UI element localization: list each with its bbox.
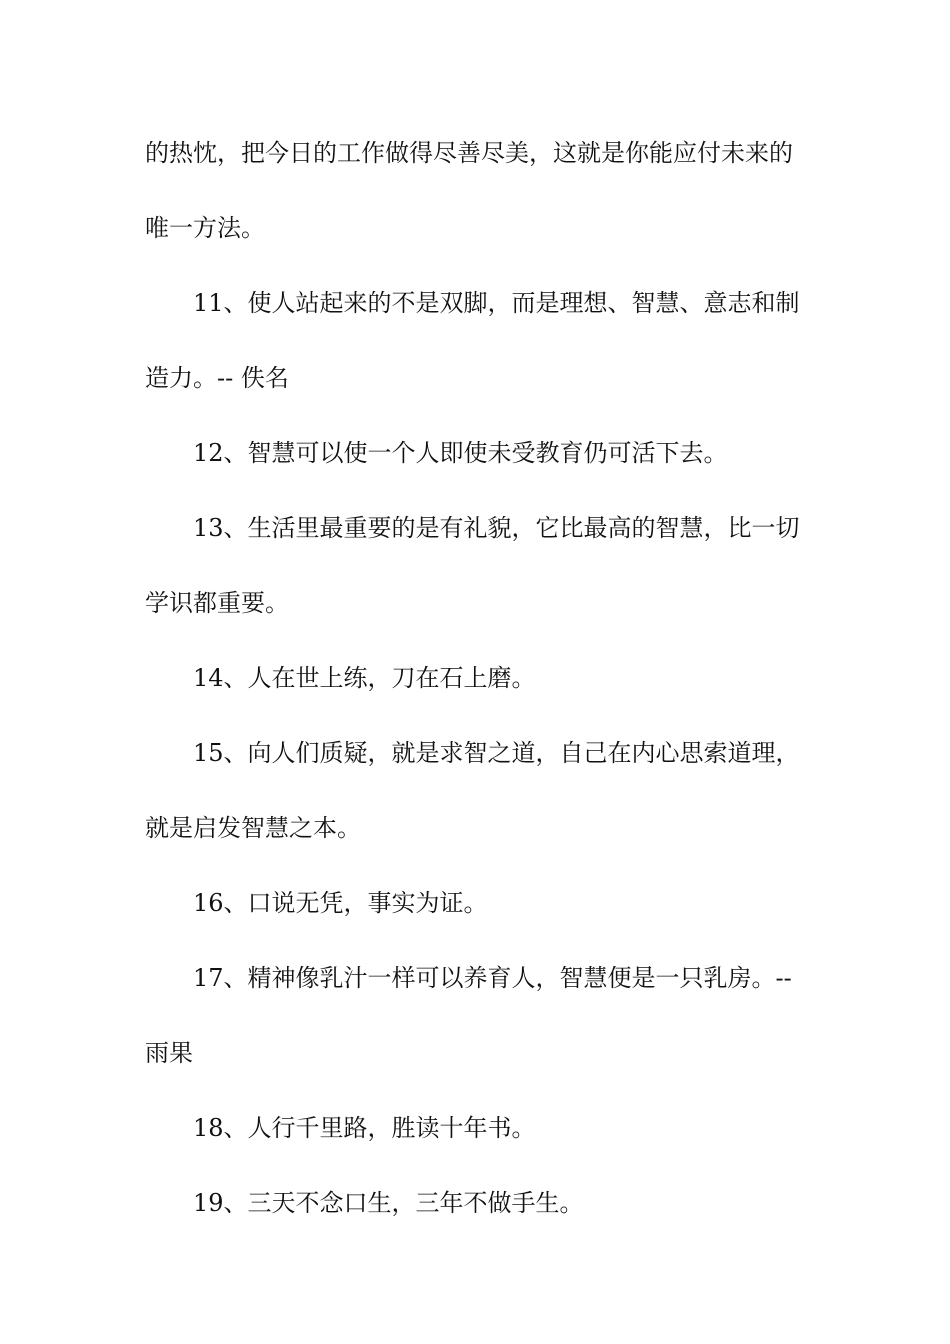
quote-item-11: 11、使人站起来的不是双脚，而是理想、智慧、意志和制 [193,289,800,317]
text-line: 唯一方法。 [145,214,265,242]
quote-item-19: 19、三天不念口生，三年不做手生。 [193,1189,584,1217]
quote-item-13: 13、生活里最重要的是有礼貌，它比最高的智慧，比一切 [193,514,800,542]
quote-item-16: 16、口说无凭，事实为证。 [193,889,488,917]
text-line: 造力。-- 佚名 [145,364,289,392]
quote-item-12: 12、智慧可以使一个人即使未受教育仍可活下去。 [193,439,728,467]
quote-item-14: 14、人在世上练，刀在石上磨。 [193,664,536,692]
quote-item-15: 15、向人们质疑，就是求智之道，自己在内心思索道理， [193,739,800,767]
text-line: 学识都重要。 [145,589,289,617]
document-body [145,130,810,1255]
text-line: 就是启发智慧之本。 [145,814,361,842]
quote-item-17: 17、精神像乳汁一样可以养育人，智慧便是一只乳房。-- [193,964,792,992]
text-line: 的热忱，把今日的工作做得尽善尽美，这就是你能应付未来的 [145,139,793,167]
quote-item-18: 18、人行千里路，胜读十年书。 [193,1114,536,1142]
text-line: 雨果 [145,1039,193,1067]
